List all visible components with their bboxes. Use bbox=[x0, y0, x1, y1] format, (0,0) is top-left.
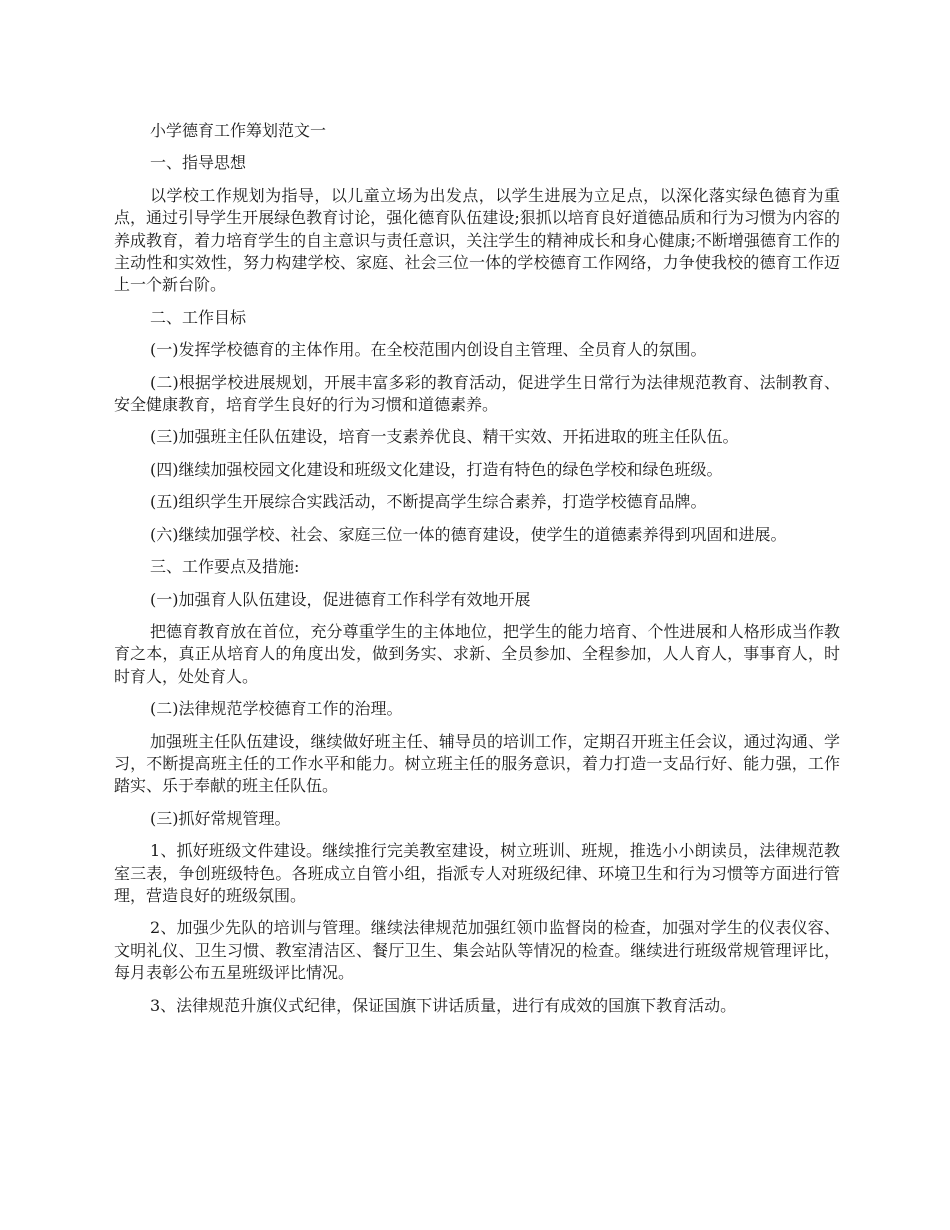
goal-item: (三)加强班主任队伍建设，培育一支素养优良、精干实效、开拓进取的班主任队伍。 bbox=[150, 427, 739, 447]
section-heading-key-measures: 三、工作要点及措施: bbox=[150, 557, 300, 577]
document-page bbox=[114, 120, 840, 1027]
body-paragraph: 加强班主任队伍建设，继续做好班主任、辅导员的培训工作，定期召开班主任会议，通过沟通、学习，不断提高班主任的工作水平和能力。树立班主任的服务意识，着力打造一支品行好、能力强，工作踏实、乐于奉献的班主任队伍。 bbox=[114, 731, 840, 796]
goal-item: (四)继续加强校园文化建设和班级文化建设，打造有特色的绿色学校和绿色班级。 bbox=[150, 459, 723, 479]
goal-item: (五)组织学生开展综合实践活动，不断提高学生综合素养，打造学校德育品牌。 bbox=[150, 492, 707, 512]
numbered-item: 3、法律规范升旗仪式纪律，保证国旗下讲话质量，进行有成效的国旗下教育活动。 bbox=[150, 995, 737, 1015]
subsection-heading: (二)法律规范学校德育工作的治理。 bbox=[150, 699, 403, 719]
numbered-item: 2、加强少先队的培训与管理。继续法律规范加强红领巾监督岗的检查，加强对学生的仪表仪容、文明礼仪、卫生习惯、教室清洁区、餐厅卫生、集会站队等情况的检查。继续进行班级常规管理评比，每月表彰公布五星班级评比情况。 bbox=[114, 918, 840, 983]
section-heading-guiding-ideology: 一、指导思想 bbox=[150, 153, 247, 173]
goal-item: (一)发挥学校德育的主体作用。在全校范围内创设自主管理、全员育人的氛围。 bbox=[150, 340, 707, 360]
goal-item: (六)继续加强学校、社会、家庭三位一体的德育建设，使学生的道德素养得到巩固和进展。 bbox=[150, 524, 787, 544]
subsection-heading: (一)加强育人队伍建设，促进德育工作科学有效地开展 bbox=[150, 589, 531, 609]
document-title: 小学德育工作筹划范文一 bbox=[150, 121, 327, 140]
body-paragraph: 以学校工作规划为指导，以儿童立场为出发点，以学生进展为立足点，以深化落实绿色德育为重点，通过引导学生开展绿色教育讨论，强化德育队伍建设;狠抓以培育良好道德品质和行为习惯为内容的养成教育，着力培育学生的自主意识与责任意识，关注学生的精神成长和身心健康;不断增强德育工作的主动性和实效性，努力构建学校、家庭、社会三位一体的学校德育工作网络，力争使我校的德育工作迈上一个新台阶。 bbox=[114, 185, 840, 295]
body-paragraph: 把德育教育放在首位，充分尊重学生的主体地位，把学生的能力培育、个性进展和人格形成当作教育之本，真正从培育人的角度出发，做到务实、求新、全员参加、全程参加，人人育人，事事育人，时时育人，处处育人。 bbox=[114, 621, 840, 686]
numbered-item: 1、抓好班级文件建设。继续推行完美教室建设，树立班训、班规，推选小小朗读员，法律规范教室三表，争创班级特色。各班成立自管小组，指派专人对班级纪律、环境卫生和行为习惯等方面进行管理，营造良好的班级氛围。 bbox=[114, 841, 840, 905]
subsection-heading: (三)抓好常规管理。 bbox=[150, 808, 291, 828]
goal-item: (二)根据学校进展规划，开展丰富多彩的教育活动，促进学生日常行为法律规范教育、法制教育、安全健康教育，培育学生良好的行为习惯和道德素养。 bbox=[114, 372, 840, 415]
section-heading-work-goals: 二、工作目标 bbox=[150, 307, 247, 327]
